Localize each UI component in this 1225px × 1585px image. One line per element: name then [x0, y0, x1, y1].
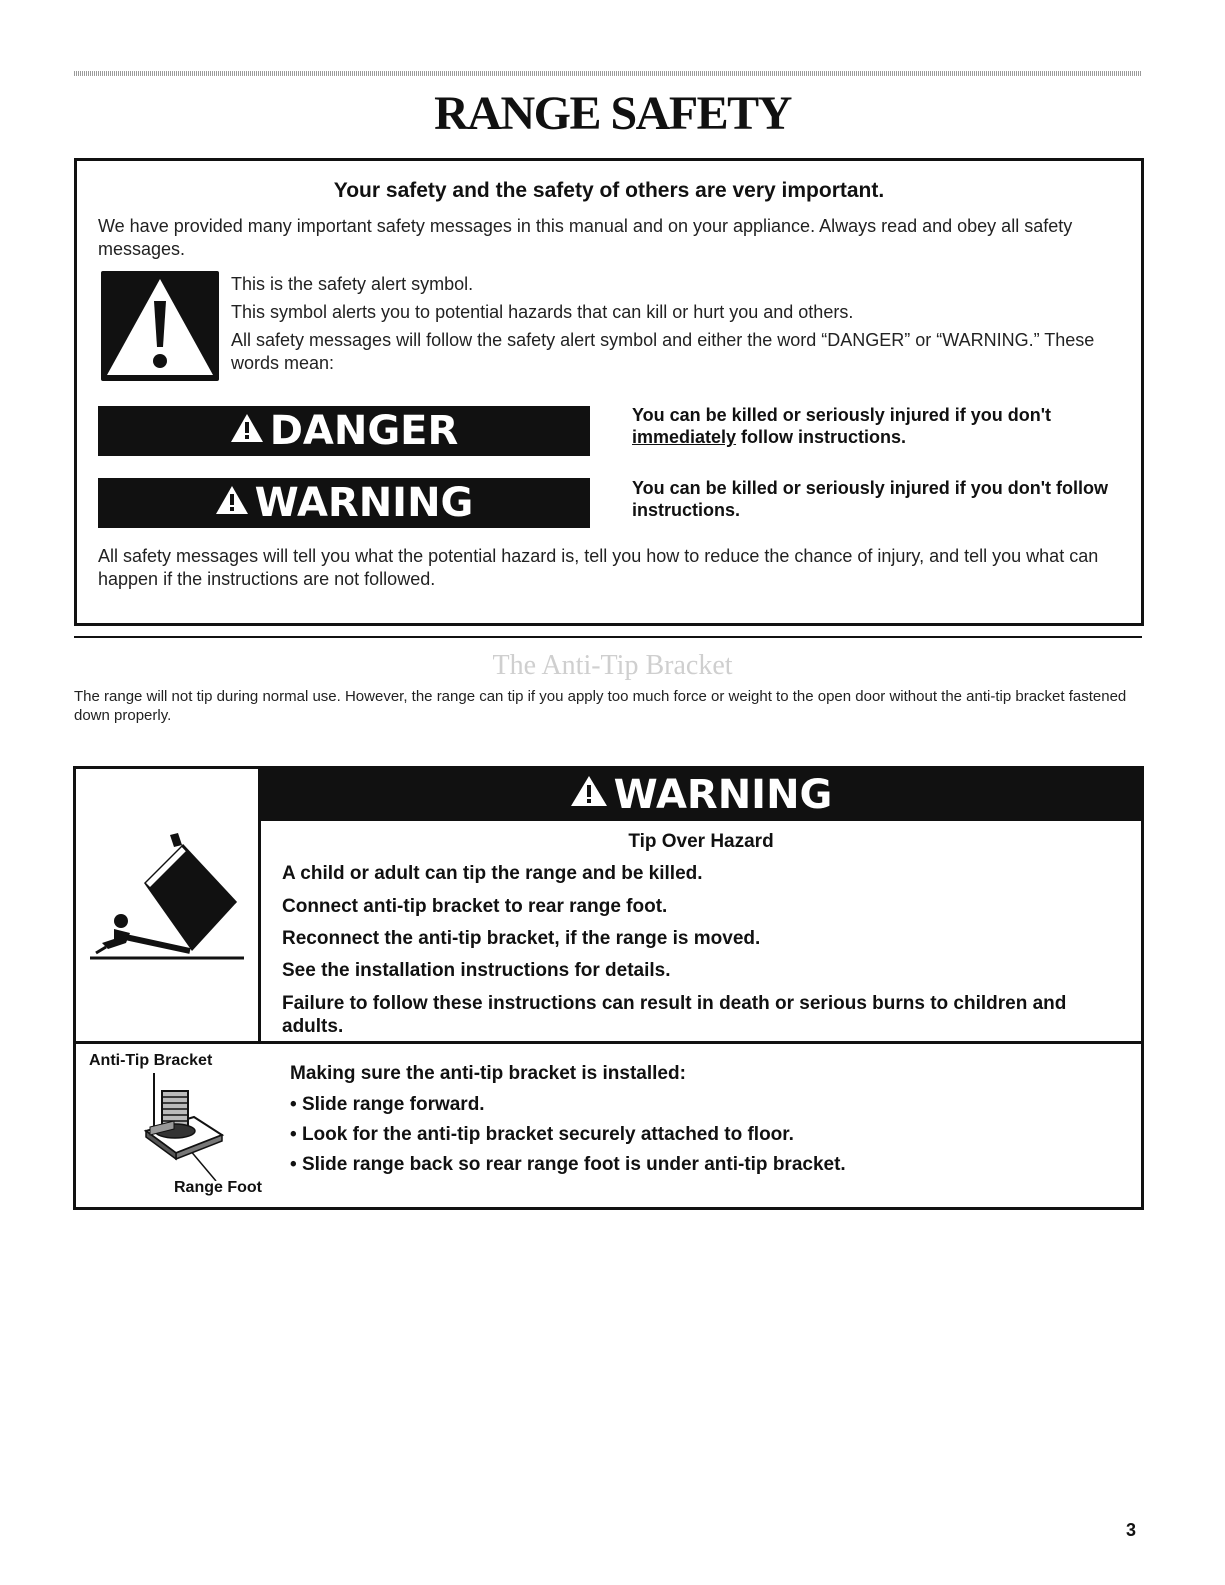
alert-symbol-explanation [231, 273, 1111, 380]
hazard-title: Tip Over Hazard [628, 831, 774, 852]
warning-triangle-icon [230, 408, 264, 454]
check-item: • Look for the anti-tip bracket securely attached to floor. [290, 1124, 794, 1145]
warning-label: WARNING [613, 772, 833, 818]
anti-tip-bracket-label: Anti-Tip Bracket [89, 1052, 213, 1069]
warning-line: Failure to follow these instructions can result in death or serious burns to children and adults. [282, 993, 1067, 1037]
anti-tip-bracket-illustration [134, 1069, 244, 1181]
check-heading: Making sure the anti-tip bracket is installed: [290, 1063, 686, 1084]
warning-triangle-icon [215, 480, 249, 526]
top-dotted-rule [74, 71, 1142, 76]
range-foot-label: Range Foot [174, 1179, 262, 1196]
danger-text-prefix: You can be killed or seriously injured if you don't [632, 405, 1052, 425]
tip-over-warning-box [73, 766, 1144, 1210]
section-divider-horizontal [76, 1041, 1141, 1044]
danger-description [632, 404, 1132, 448]
page-number: 3 [1126, 1520, 1137, 1540]
danger-label: DANGER [269, 408, 459, 454]
warning-line: Connect anti-tip bracket to rear range foot. [282, 896, 668, 917]
warning-line: A child or adult can tip the range and be killed. [282, 863, 703, 884]
page-title: RANGE SAFETY [434, 87, 791, 140]
alert-line: All safety messages will follow the safety alert symbol and either the word “DANGER” or “WARNING.” These words mean: [231, 330, 1095, 373]
danger-banner [98, 406, 590, 456]
alert-line: This is the safety alert symbol. [231, 274, 474, 294]
check-item-text: Slide range forward. [301, 1094, 485, 1115]
danger-text-suffix: follow instructions. [736, 427, 907, 447]
check-item: • Slide range back so rear range foot is under anti-tip bracket. [290, 1154, 846, 1175]
check-item-text: Look for the anti-tip bracket securely attached to floor. [301, 1124, 794, 1145]
danger-text-emphasis: immediately [632, 427, 737, 447]
section-title: The Anti-Tip Bracket [492, 650, 733, 681]
safety-heading: Your safety and the safety of others are very important. [333, 179, 885, 202]
check-item: • Slide range forward. [290, 1094, 485, 1115]
check-item-text: Slide range back so rear range foot is under anti-tip bracket. [301, 1154, 846, 1175]
warning-triangle-icon [570, 772, 608, 818]
safety-alert-symbol-icon [101, 271, 219, 381]
range-tipping-illustration [86, 831, 248, 971]
safety-intro: We have provided many important safety messages in this manual and on your appliance. Always read and obey all safety messages. [98, 216, 1073, 259]
warning-banner [98, 478, 590, 528]
warning-line: See the installation instructions for details. [282, 960, 671, 981]
warning-label: WARNING [254, 480, 474, 526]
warning-banner [261, 769, 1141, 821]
safety-info-box [74, 158, 1144, 626]
anti-tip-description: The range will not tip during normal use. However, the range can tip if you apply too much force or weight to the open door without the anti-tip bracket fastened down properly. [74, 688, 1127, 724]
section-divider [74, 636, 1142, 638]
safety-footer: All safety messages will tell you what the potential hazard is, tell you how to reduce the chance of injury, and tell you what can happen if the instructions are not followed. [98, 546, 1099, 589]
warning-description: You can be killed or seriously injured if you don't follow instructions. [632, 478, 1108, 520]
alert-line: This symbol alerts you to potential hazards that can kill or hurt you and others. [231, 302, 854, 322]
warning-line: Reconnect the anti-tip bracket, if the range is moved. [282, 928, 761, 949]
